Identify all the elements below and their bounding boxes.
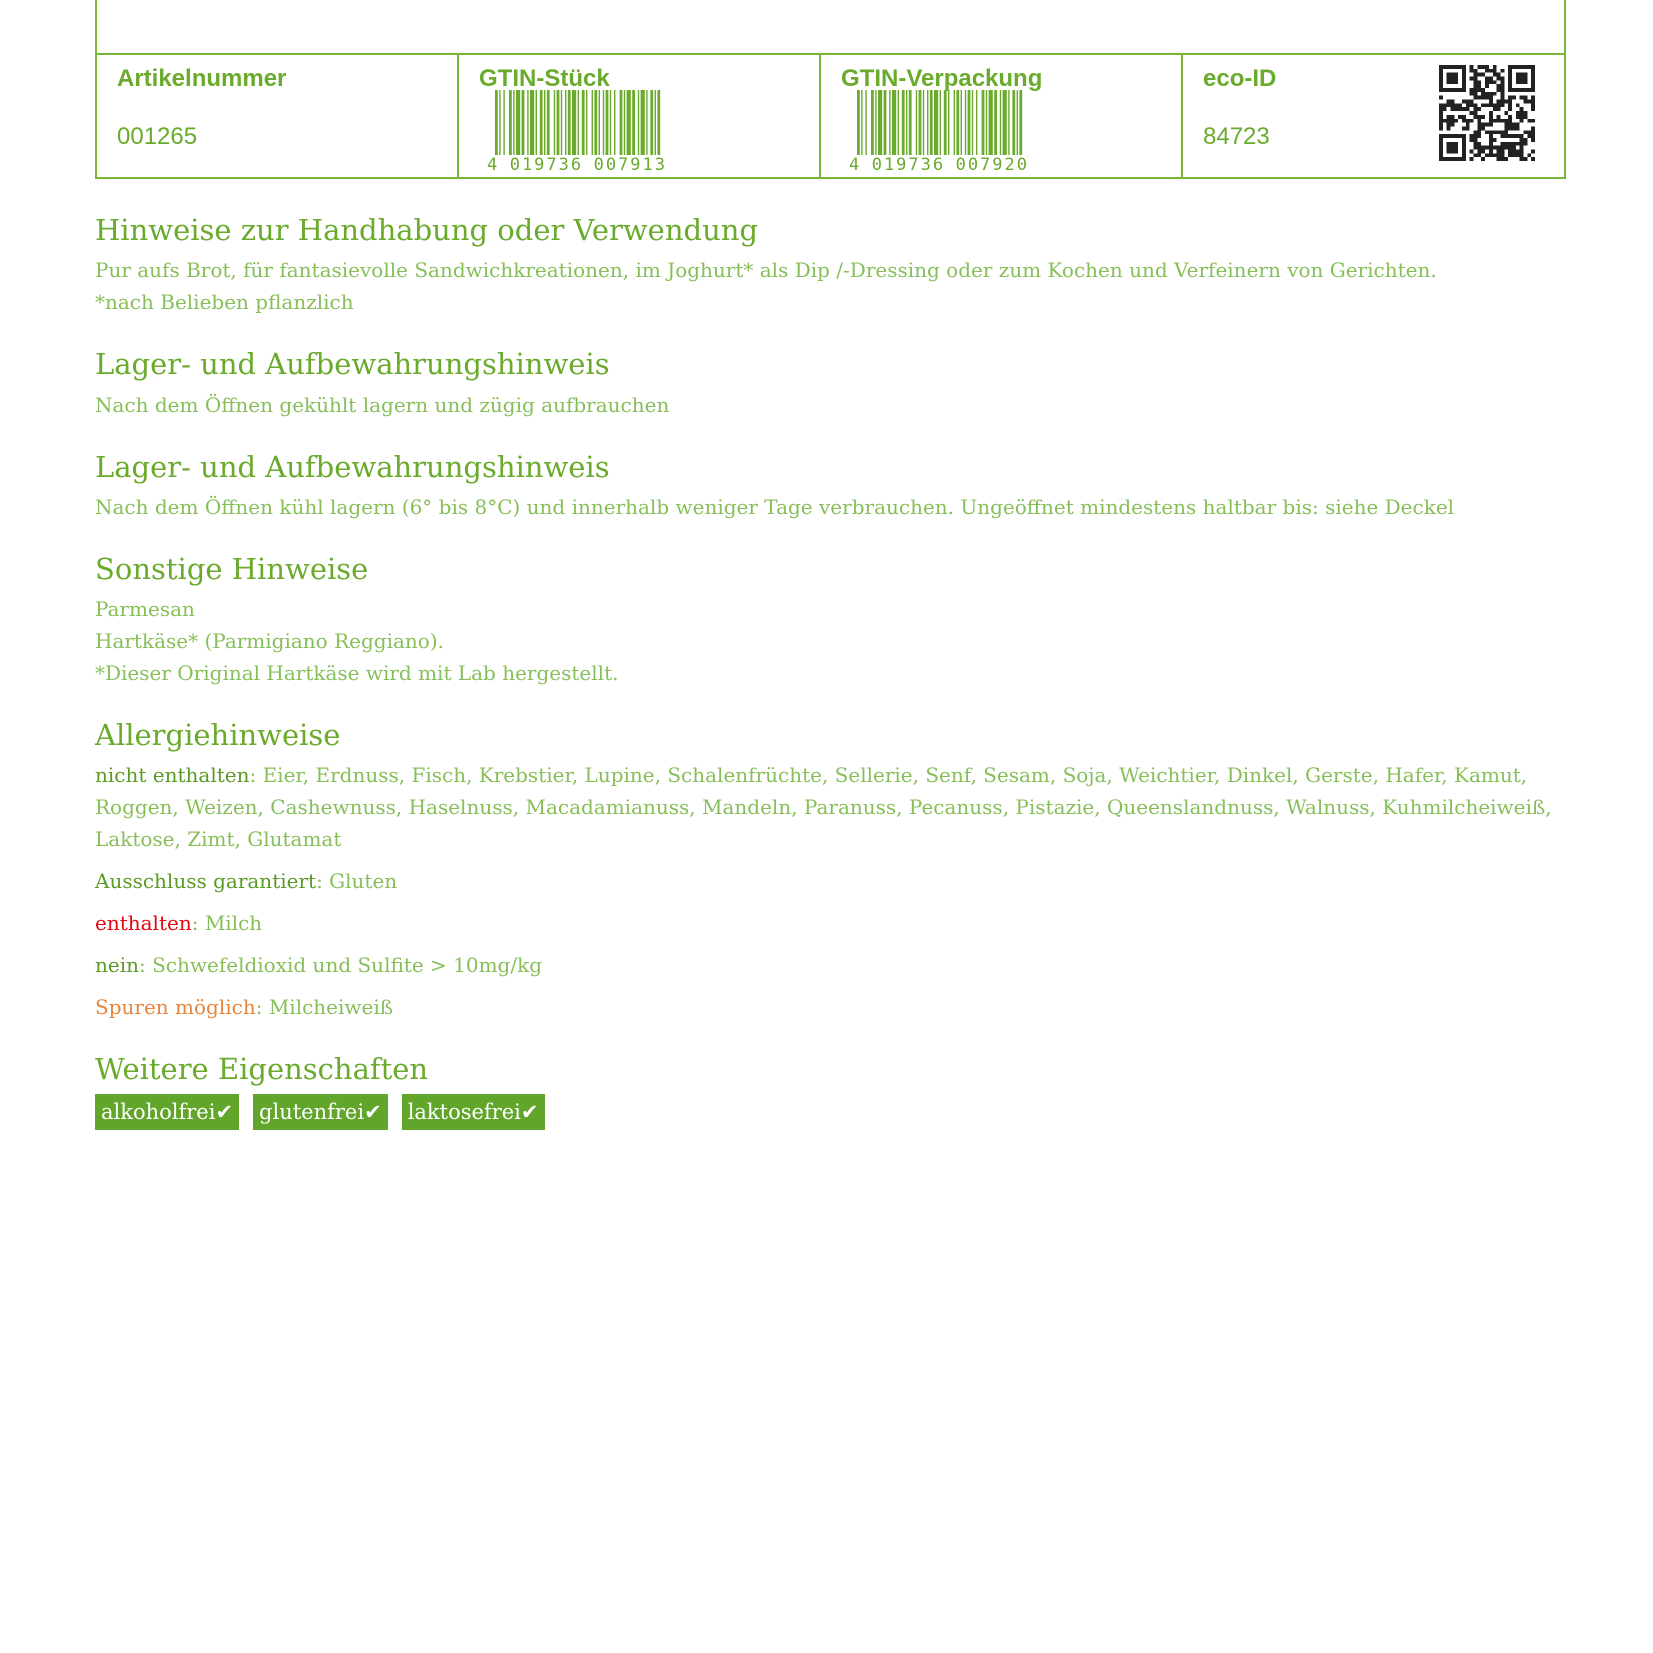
sonstige-line: Hartkäse* (Parmigiano Reggiano). (95, 629, 444, 653)
allergy-traces (95, 991, 1575, 1023)
allergy-not-contained-label: nicht enthalten (95, 763, 250, 788)
product-info-content (95, 212, 1575, 1158)
separator: : (139, 953, 153, 978)
allergy-guaranteed-exclusion (95, 865, 1575, 897)
allergy-contained (95, 907, 1575, 939)
allergy-no (95, 949, 1575, 981)
sonstige-text (95, 593, 1575, 689)
handhabung-text (95, 254, 1575, 318)
cell-eco-id (1181, 55, 1564, 177)
cell-artikelnummer (97, 55, 457, 177)
badge-laktosefrei: laktosefrei✔ (402, 1094, 545, 1130)
separator: : (191, 911, 205, 936)
allergy-no-label: nein (95, 953, 139, 978)
sonstige-line: *Dieser Original Hartkäse wird mit Lab hergestellt. (95, 661, 619, 685)
lager-1-line: Nach dem Öffnen gekühlt lagern und zügig aufbrauchen (95, 392, 670, 417)
section-lager-1 (95, 346, 1575, 420)
artikelnummer-value: 001265 (117, 123, 198, 150)
lager-2-line: Nach dem Öffnen kühl lagern (6° bis 8°C) und innerhalb weniger Tage verbrauchen. Ungeöffnet mindestens haltbar bis: siehe Deckel (95, 494, 1455, 519)
section-lager-2 (95, 449, 1575, 523)
allergy-not-contained-text: Eier, Erdnuss, Fisch, Krebstier, Lupine, Schalenfrüchte, Sellerie, Senf, Sesam, Soja, Weichtier, Dinkel, Gerste, Hafer, Kamut, Roggen, Weizen, Cashewnuss, Haselnuss, Macadamianuss, Mandeln, Paranuss, Pecanuss, Pistazie, Queenslandnuss, Walnuss, Kuhmilcheiweiß, Laktose, Zimt, Glutamat (95, 763, 1552, 852)
section-eigenschaften (95, 1051, 1575, 1129)
sonstige-line: Parmesan (95, 597, 195, 621)
section-sonstige (95, 551, 1575, 689)
allergy-traces-text: Milcheiweiß (268, 995, 394, 1020)
eigenschaften-heading: Weitere Eigenschaften (95, 1052, 429, 1087)
gtin-verpackung-digits (849, 155, 1029, 175)
allergy-not-contained (95, 759, 1575, 855)
allergie-heading: Allergiehinweise (95, 718, 341, 752)
separator: : (255, 995, 269, 1020)
gtin-verpackung-digit-group-2: 019736 (871, 155, 946, 175)
identification-row (97, 53, 1564, 177)
allergy-guaranteed-exclusion-text: Gluten (329, 869, 398, 894)
separator: : (249, 763, 263, 788)
handhabung-line: Pur aufs Brot, für fantasievolle Sandwichkreationen, im Joghurt* als Dip /-Dressing oder zum Kochen und Verfeinern von Gerichten. (95, 258, 1437, 283)
handhabung-line: *nach Belieben pflanzlich (95, 290, 354, 315)
artikelnummer-label: Artikelnummer (117, 65, 287, 92)
lager-2-text (95, 491, 1575, 523)
gtin-stueck-digit-group-3: 007913 (593, 155, 667, 175)
section-allergie (95, 717, 1575, 1023)
product-identification-table (95, 0, 1566, 179)
gtin-verpackung-label: GTIN-Verpackung (841, 65, 1043, 92)
allergy-contained-text: Milch (204, 911, 263, 936)
badge-alkoholfrei: alkoholfrei✔ (95, 1094, 239, 1130)
gtin-stueck-digit-group-1: 4 (487, 155, 500, 175)
lager-1-text (95, 389, 1575, 421)
eco-id-value: 84723 (1203, 123, 1270, 150)
allergy-guaranteed-exclusion-label: Ausschluss garantiert (95, 869, 317, 894)
gtin-stueck-digit-group-2: 019736 (509, 155, 584, 175)
eco-id-label: eco-ID (1203, 65, 1277, 92)
gtin-verpackung-digit-group-3: 007920 (955, 155, 1029, 175)
separator: : (316, 869, 330, 894)
allergy-no-text: Schwefeldioxid und Sulfite > 10mg/kg (152, 953, 543, 978)
lager-2-heading: Lager- und Aufbewahrungshinweis (95, 449, 610, 484)
cell-gtin-stueck (457, 55, 819, 177)
qr-code-icon (1439, 65, 1535, 161)
property-badges (95, 1094, 1575, 1130)
lager-1-heading: Lager- und Aufbewahrungshinweis (95, 347, 610, 382)
allergy-traces-label: Spuren möglich (95, 995, 256, 1020)
sonstige-heading: Sonstige Hinweise (95, 551, 369, 586)
badge-glutenfrei: glutenfrei✔ (253, 1094, 388, 1130)
section-handhabung (95, 212, 1575, 318)
handhabung-heading: Hinweise zur Handhabung oder Verwendung (95, 213, 759, 247)
allergy-contained-label: enthalten (95, 911, 192, 936)
cell-gtin-verpackung (819, 55, 1181, 177)
gtin-stueck-label: GTIN-Stück (479, 65, 610, 92)
gtin-stueck-digits (487, 155, 667, 175)
gtin-verpackung-digit-group-1: 4 (849, 155, 862, 175)
